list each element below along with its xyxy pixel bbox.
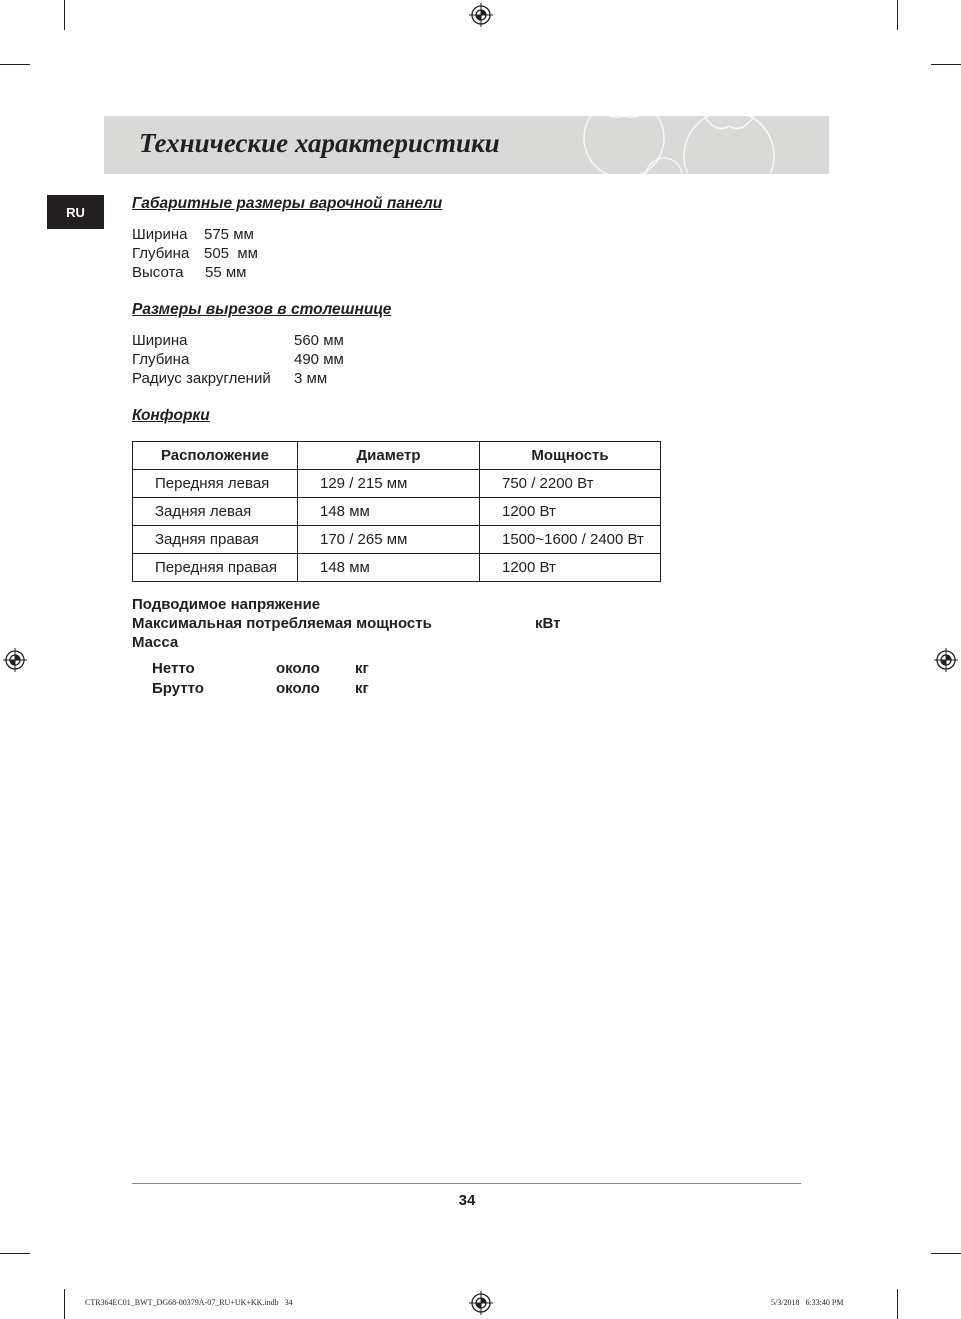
crop-mark <box>0 64 30 65</box>
hob-dimensions-heading: Габаритные размеры варочной панели <box>132 195 443 212</box>
net-mass-approx: около <box>276 660 320 677</box>
table-header-row <box>133 442 661 470</box>
burner-power: 750 / 2200 Вт <box>480 470 661 498</box>
page-title: Технические характеристики <box>139 128 500 158</box>
footer-divider <box>132 1183 801 1184</box>
burner-power: 1200 Вт <box>480 498 661 526</box>
max-power-unit: кВт <box>535 615 561 632</box>
column-header-diameter: Диаметр <box>298 442 480 470</box>
crop-mark <box>897 1289 898 1319</box>
net-mass-label: Нетто <box>152 660 195 677</box>
cutout-radius-label: Радиус закруглений <box>132 370 271 387</box>
gross-mass-unit: кг <box>355 680 369 697</box>
burner-diameter: 170 / 265 мм <box>298 526 480 554</box>
hob-depth-value: 505 мм <box>204 245 258 262</box>
burner-position: Задняя правая <box>133 526 298 554</box>
crop-mark <box>64 0 65 30</box>
registration-mark-icon <box>469 1291 493 1315</box>
cutout-depth-value: 490 мм <box>294 351 344 368</box>
hob-depth-label: Глубина <box>132 245 190 262</box>
table-row <box>133 526 661 554</box>
burner-position: Передняя левая <box>133 470 298 498</box>
crop-mark <box>0 1253 30 1254</box>
cutout-width-value: 560 мм <box>294 332 344 349</box>
voltage-label: Подводимое напряжение <box>132 596 321 613</box>
burner-diameter: 148 мм <box>298 554 480 582</box>
table-row <box>133 554 661 582</box>
cutout-dimensions-heading: Размеры вырезов в столешнице <box>132 301 392 318</box>
file-slug: CTR364EC01_BWT_DG68-00379A-07_RU+UK+KK.indb 34 <box>85 1298 293 1307</box>
hob-width-label: Ширина <box>132 226 188 243</box>
mass-label: Масса <box>132 634 179 651</box>
hob-width-value: 575 мм <box>204 226 254 243</box>
print-timestamp: 5/3/2018 6:33:40 PM <box>771 1298 844 1307</box>
crop-mark <box>64 1289 65 1319</box>
burner-diameter: 129 / 215 мм <box>298 470 480 498</box>
burner-power: 1200 Вт <box>480 554 661 582</box>
burners-heading: Конфорки <box>132 407 210 424</box>
burner-power: 1500~1600 / 2400 Вт <box>480 526 661 554</box>
header-banner <box>104 116 829 174</box>
table-row <box>133 470 661 498</box>
cutout-radius-value: 3 мм <box>294 370 328 387</box>
max-power-label: Максимальная потребляемая мощность <box>132 615 432 632</box>
crop-mark <box>931 64 961 65</box>
burners-table <box>132 441 661 582</box>
column-header-position: Расположение <box>133 442 298 470</box>
crop-mark <box>897 0 898 30</box>
crop-mark <box>931 1253 961 1254</box>
burner-position: Передняя правая <box>133 554 298 582</box>
hob-height-value: 55 мм <box>205 264 247 281</box>
page-number: 34 <box>458 1192 476 1209</box>
cutout-width-label: Ширина <box>132 332 188 349</box>
registration-mark-icon <box>469 3 493 27</box>
table-row <box>133 498 661 526</box>
column-header-power: Мощность <box>480 442 661 470</box>
language-tab: RU <box>47 195 104 229</box>
net-mass-unit: кг <box>355 660 369 677</box>
gross-mass-approx: около <box>276 680 320 697</box>
burner-diameter: 148 мм <box>298 498 480 526</box>
registration-mark-icon <box>3 648 27 672</box>
cutout-depth-label: Глубина <box>132 351 190 368</box>
registration-mark-icon <box>934 648 958 672</box>
gross-mass-label: Брутто <box>152 680 204 697</box>
burner-position: Задняя левая <box>133 498 298 526</box>
hob-height-label: Высота <box>132 264 184 281</box>
